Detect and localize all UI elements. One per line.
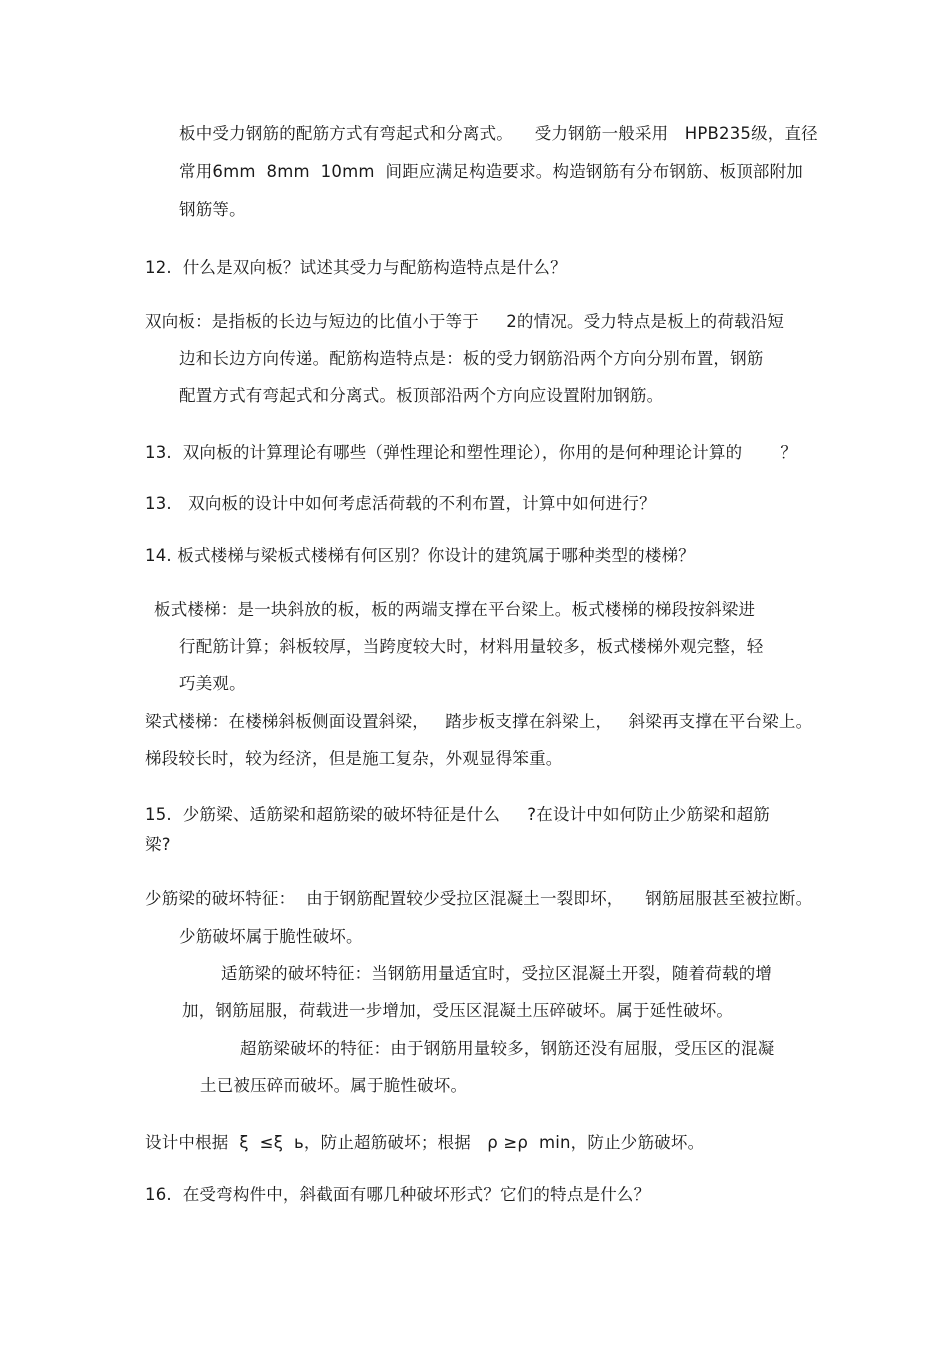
text-line: 少筋破坏属于脆性破坏。 bbox=[179, 927, 363, 946]
question-13b: 13. 双向板的设计中如何考虑活荷载的不利布置，计算中如何进行？ bbox=[145, 494, 656, 513]
text-line: 加，钢筋屈服，荷载进一步增加，受压区混凝土压碎破坏。属于延性破坏。 bbox=[182, 1001, 734, 1020]
question-14: 14. 板式楼梯与梁板式楼梯有何区别？你设计的建筑属于哪种类型的楼梯？ bbox=[145, 546, 695, 565]
question-13a: 13. 双向板的计算理论有哪些（弹性理论和塑性理论），你用的是何种理论计算的 ？ bbox=[145, 443, 798, 462]
text-line: 钢筋等。 bbox=[179, 200, 246, 219]
text-line: 板式楼梯：是一块斜放的板，板的两端支撑在平台梁上。板式楼梯的梯段按斜梁进 bbox=[154, 600, 756, 619]
text-line: 超筋梁破坏的特征：由于钢筋用量较多，钢筋还没有屈服，受压区的混凝 bbox=[240, 1039, 775, 1058]
text-line: 常用6mm 8mm 10mm 间距应满足构造要求。构造钢筋有分布钢筋、板顶部附加 bbox=[179, 162, 803, 181]
text-line: 行配筋计算；斜板较厚，当跨度较大时，材料用量较多，板式楼梯外观完整，轻 bbox=[179, 637, 764, 656]
text-line: 梯段较长时，较为经济，但是施工复杂，外观显得笨重。 bbox=[145, 749, 563, 768]
text-line: 设计中根据 ξ ≤ξ ь，防止超筋破坏；根据 ρ ≥ρ min，防止少筋破坏。 bbox=[145, 1133, 705, 1152]
question-15-cont: 梁? bbox=[145, 835, 171, 854]
question-16: 16. 在受弯构件中，斜截面有哪几种破坏形式？它们的特点是什么？ bbox=[145, 1185, 651, 1204]
text-line: 适筋梁的破坏特征：当钢筋用量适宜时，受拉区混凝土开裂，随着荷载的增 bbox=[221, 964, 773, 983]
text-line: 梁式楼梯：在楼梯斜板侧面设置斜梁， 踏步板支撑在斜梁上， 斜梁再支撑在平台梁上。 bbox=[145, 712, 813, 731]
question-12: 12. 什么是双向板？试述其受力与配筋构造特点是什么？ bbox=[145, 258, 567, 277]
text-line: 少筋梁的破坏特征： 由于钢筋配置较少受拉区混凝土一裂即坏， 钢筋屈服甚至被拉断。 bbox=[145, 889, 813, 908]
text-line: 板中受力钢筋的配筋方式有弯起式和分离式。 受力钢筋一般采用 HPB235级，直径 bbox=[179, 124, 818, 143]
text-line: 边和长边方向传递。配筋构造特点是：板的受力钢筋沿两个方向分别布置，钢筋 bbox=[179, 349, 764, 368]
text-line: 双向板：是指板的长边与短边的比值小于等于 2的情况。受力特点是板上的荷载沿短 bbox=[145, 312, 785, 331]
question-15: 15. 少筋梁、适筋梁和超筋梁的破坏特征是什么 ?在设计中如何防止少筋梁和超筋 bbox=[145, 805, 771, 824]
text-line: 配置方式有弯起式和分离式。板顶部沿两个方向应设置附加钢筋。 bbox=[179, 386, 664, 405]
text-line: 巧美观。 bbox=[179, 674, 246, 693]
text-line: 土已被压碎而破坏。属于脆性破坏。 bbox=[200, 1076, 468, 1095]
